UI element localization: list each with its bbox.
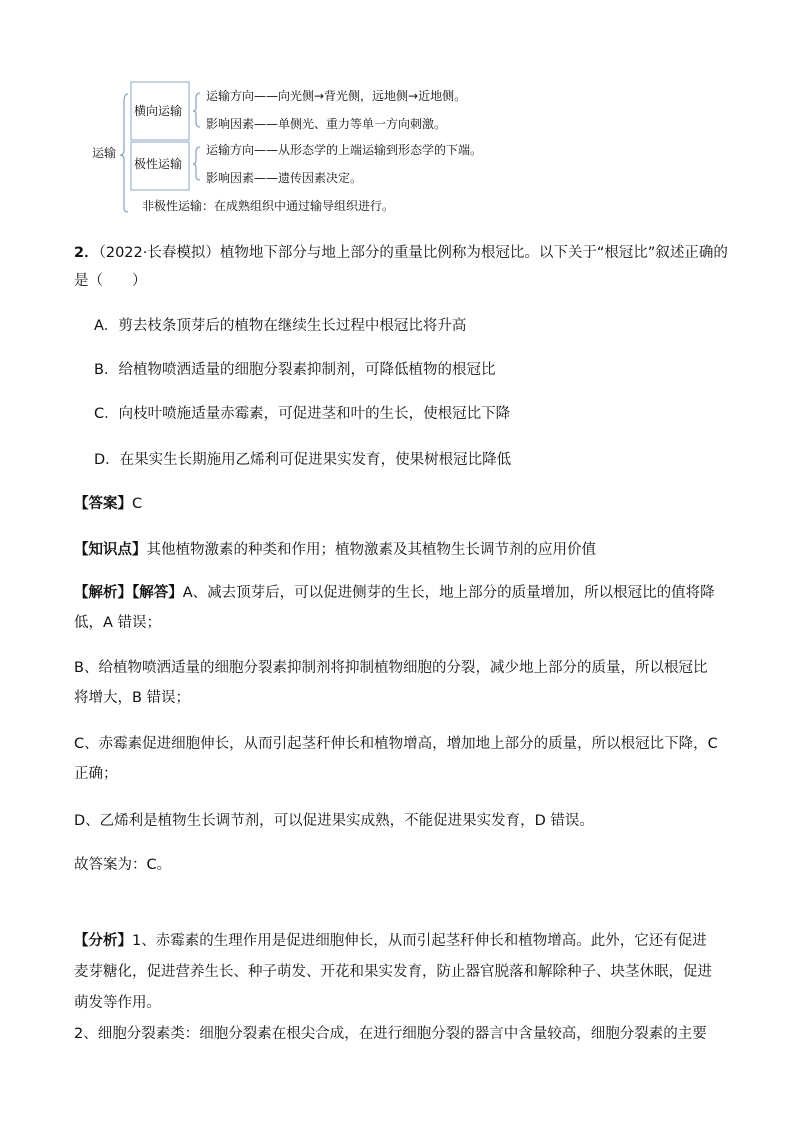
knowledge-label: 【知识点】 [74,542,147,558]
answer [74,494,142,514]
mindmap-root: 运输 [92,146,117,160]
analysis-line: D、乙烯利是植物生长调节剂，可以促进果实成熟，不能促进果实发育，D 错误。 [74,813,594,829]
mindmap-brackets [0,0,794,230]
knowledge-text: 其他植物激素的种类和作用；植物激素及其植物生长调节剂的应用价值 [146,542,596,558]
analysis-conclusion: 故答案为：C。 [74,857,172,873]
question-stem-line2: 是（ ） [74,273,147,289]
mindmap-branch-transverse: 横向运输 [134,104,183,118]
analysis-label: 【解析】【解答】 [74,585,183,601]
answer-value: C [132,496,143,512]
option-a: A．剪去枝条顶芽后的植物在继续生长过程中根冠比将升高 [94,318,467,334]
fenxi-text: 1、赤霉素的生理作用是促进细胞伸长，从而引起茎秆伸长和植物增高。此外，它还有促进 [132,933,707,949]
option-c: C．向枝叶喷施适量赤霉素，可促进茎和叶的生长，使根冠比下降 [94,406,511,422]
fenxi-label: 【分析】 [74,933,132,949]
analysis-text: A、减去顶芽后，可以促进侧芽的生长，地上部分的质量增加，所以根冠比的值将降 [182,585,715,601]
analysis-line: B、给植物喷洒适量的细胞分裂素抑制剂将抑制植物细胞的分裂，减少地上部分的质量，所以根冠比 [74,660,708,676]
fenxi-line: 萌发等作用。 [74,995,161,1011]
mindmap-nonpolar: 非极性运输：在成熟组织中通过输导组织进行。 [142,199,395,213]
analysis-line: 低，A 错误； [74,615,162,631]
mindmap-leaf: 影响因素——单侧光、重力等单一方向刺激。 [206,117,447,131]
option-d: D．在果实生长期施用乙烯利可促进果实发育，使果树根冠比降低 [94,452,512,468]
mindmap-leaf: 运输方向——从形态学的上端运输到形态学的下端。 [206,143,483,157]
mindmap-leaf: 影响因素——遗传因素决定。 [206,171,363,185]
answer-label: 【答案】 [74,496,132,512]
option-b: B．给植物喷洒适量的细胞分裂素抑制剂，可降低植物的根冠比 [94,362,496,378]
question-number: 2． [74,245,99,261]
analysis-line: 将增大，B 错误； [74,690,191,706]
mindmap-branch-polar: 极性运输 [134,157,183,171]
analysis-line [74,583,715,603]
fenxi-line: 麦芽糖化，促进营养生长、种子萌发、开花和果实发育，防止器官脱落和解除种子、块茎休眠，促进 [74,964,712,980]
fenxi-line [74,931,707,951]
question-line1 [74,243,728,263]
question-stem: 植物地下部分与地上部分的重量比例称为根冠比。以下关于“根冠比”叙述正确的 [219,245,728,261]
knowledge [74,540,596,560]
fenxi-line: 2、细胞分裂素类：细胞分裂素在根尖合成，在进行细胞分裂的器言中含量较高，细胞分裂素的主要 [74,1026,707,1042]
mindmap-leaf: 运输方向——向光侧→背光侧，远地侧→近地侧。 [206,89,467,103]
analysis-line: C、赤霉素促进细胞伸长，从而引起茎秆伸长和植物增高，增加地上部分的质量，所以根冠比下降，C [74,736,718,752]
question-source: （2022·长春模拟） [98,245,220,261]
analysis-line: 正确； [74,766,118,782]
